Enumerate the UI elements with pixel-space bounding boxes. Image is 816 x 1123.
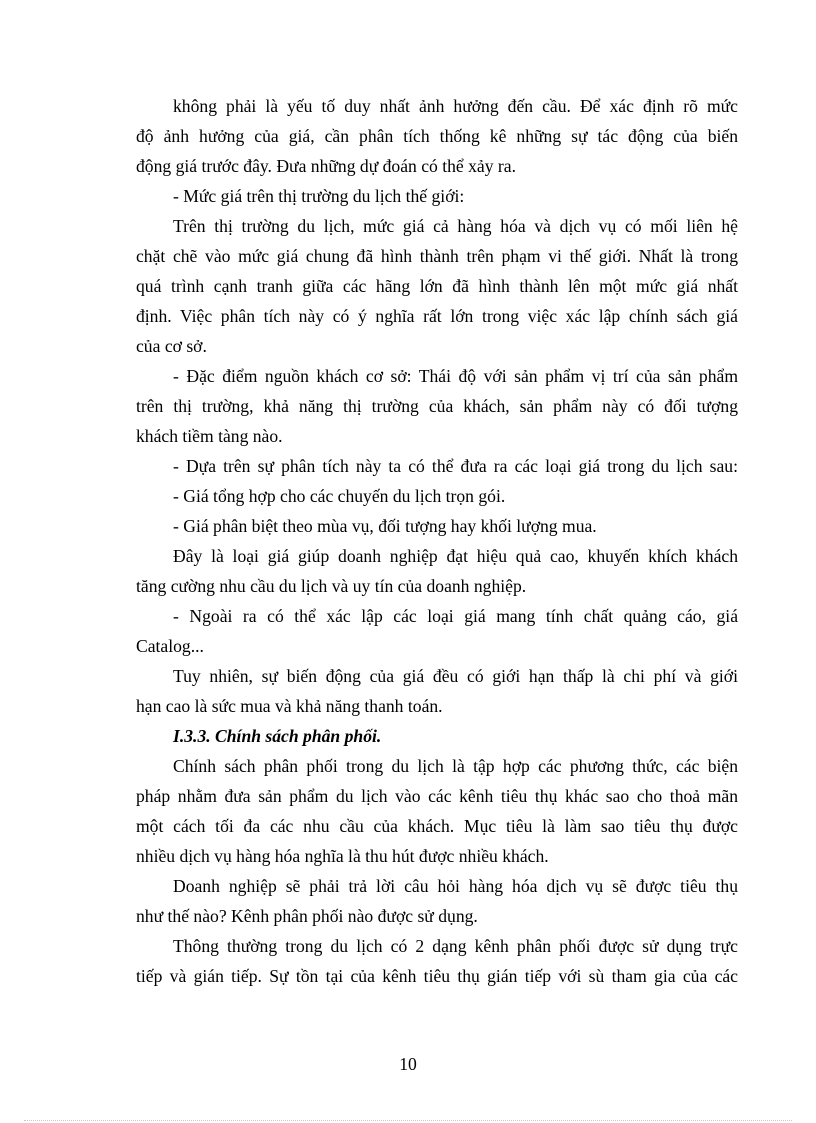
text-line: của cơ sở. bbox=[136, 336, 207, 356]
text-line: độ ảnh hưởng của giá, cần phân tích thống kê những sự tác động của biến bbox=[136, 126, 738, 146]
section-heading: I.3.3. Chính sách phân phối. bbox=[173, 726, 382, 746]
text-line: hạn cao là sức mua và khả năng thanh toán. bbox=[136, 696, 443, 716]
text-line: chặt chẽ vào mức giá chung đã hình thành trên phạm vi thế giới. Nhất là trong bbox=[136, 246, 738, 266]
text-line: Catalog... bbox=[136, 636, 204, 656]
text-line: Chính sách phân phối trong du lịch là tập hợp các phương thức, các biện bbox=[173, 756, 738, 776]
text-line: một cách tối đa các nhu cầu của khách. Mục tiêu là làm sao tiêu thụ được bbox=[136, 816, 738, 836]
text-line: Thông thường trong du lịch có 2 dạng kênh phân phối được sử dụng trực bbox=[173, 936, 738, 956]
page-bottom-border bbox=[24, 1120, 792, 1121]
text-line: động giá trước đây. Đưa những dự đoán có thể xảy ra. bbox=[136, 156, 516, 176]
text-line: như thế nào? Kênh phân phối nào được sử dụng. bbox=[136, 906, 478, 926]
text-line: - Đặc điểm nguồn khách cơ sở: Thái độ với sản phẩm vị trí của sản phẩm bbox=[173, 366, 738, 386]
text-line: - Mức giá trên thị trường du lịch thế giới: bbox=[173, 186, 465, 206]
text-line: pháp nhằm đưa sản phẩm du lịch vào các kênh tiêu thụ khác sao cho thoả mãn bbox=[136, 786, 738, 806]
text-line: định. Việc phân tích này có ý nghĩa rất lớn trong việc xác lập chính sách giá bbox=[136, 306, 738, 326]
text-line: - Giá tổng hợp cho các chuyến du lịch trọn gói. bbox=[173, 486, 506, 506]
text-line: quá trình cạnh tranh giữa các hãng lớn đã hình thành lên một mức giá nhất bbox=[136, 276, 738, 296]
text-line: khách tiềm tàng nào. bbox=[136, 426, 283, 446]
text-line: - Ngoài ra có thể xác lập các loại giá mang tính chất quảng cáo, giá bbox=[173, 606, 738, 626]
text-line: nhiều dịch vụ hàng hóa nghĩa là thu hút được nhiều khách. bbox=[136, 846, 549, 866]
text-line: Tuy nhiên, sự biến động của giá đều có giới hạn thấp là chi phí và giới bbox=[173, 666, 738, 686]
text-line: Doanh nghiệp sẽ phải trả lời câu hỏi hàng hóa dịch vụ sẽ được tiêu thụ bbox=[173, 876, 738, 896]
text-line: - Giá phân biệt theo mùa vụ, đối tượng hay khối lượng mua. bbox=[173, 516, 597, 536]
page-number: 10 bbox=[399, 1054, 417, 1074]
text-line: tăng cường nhu cầu du lịch và uy tín của doanh nghiệp. bbox=[136, 576, 527, 596]
text-line: Đây là loại giá giúp doanh nghiệp đạt hiệu quả cao, khuyến khích khách bbox=[173, 546, 738, 566]
text-line: tiếp và gián tiếp. Sự tồn tại của kênh tiêu thụ gián tiếp với sù tham gia của các bbox=[136, 966, 738, 986]
text-line: Trên thị trường du lịch, mức giá cả hàng hóa và dịch vụ có mối liên hệ bbox=[173, 216, 738, 236]
text-line: không phải là yếu tố duy nhất ảnh hưởng đến cầu. Để xác định rõ mức bbox=[173, 96, 738, 116]
text-line: trên thị trường, khả năng thị trường của khách, sản phẩm này có đối tượng bbox=[136, 396, 738, 416]
text-line: - Dựa trên sự phân tích này ta có thể đưa ra các loại giá trong du lịch sau: bbox=[173, 456, 738, 476]
body-text bbox=[136, 91, 738, 991]
